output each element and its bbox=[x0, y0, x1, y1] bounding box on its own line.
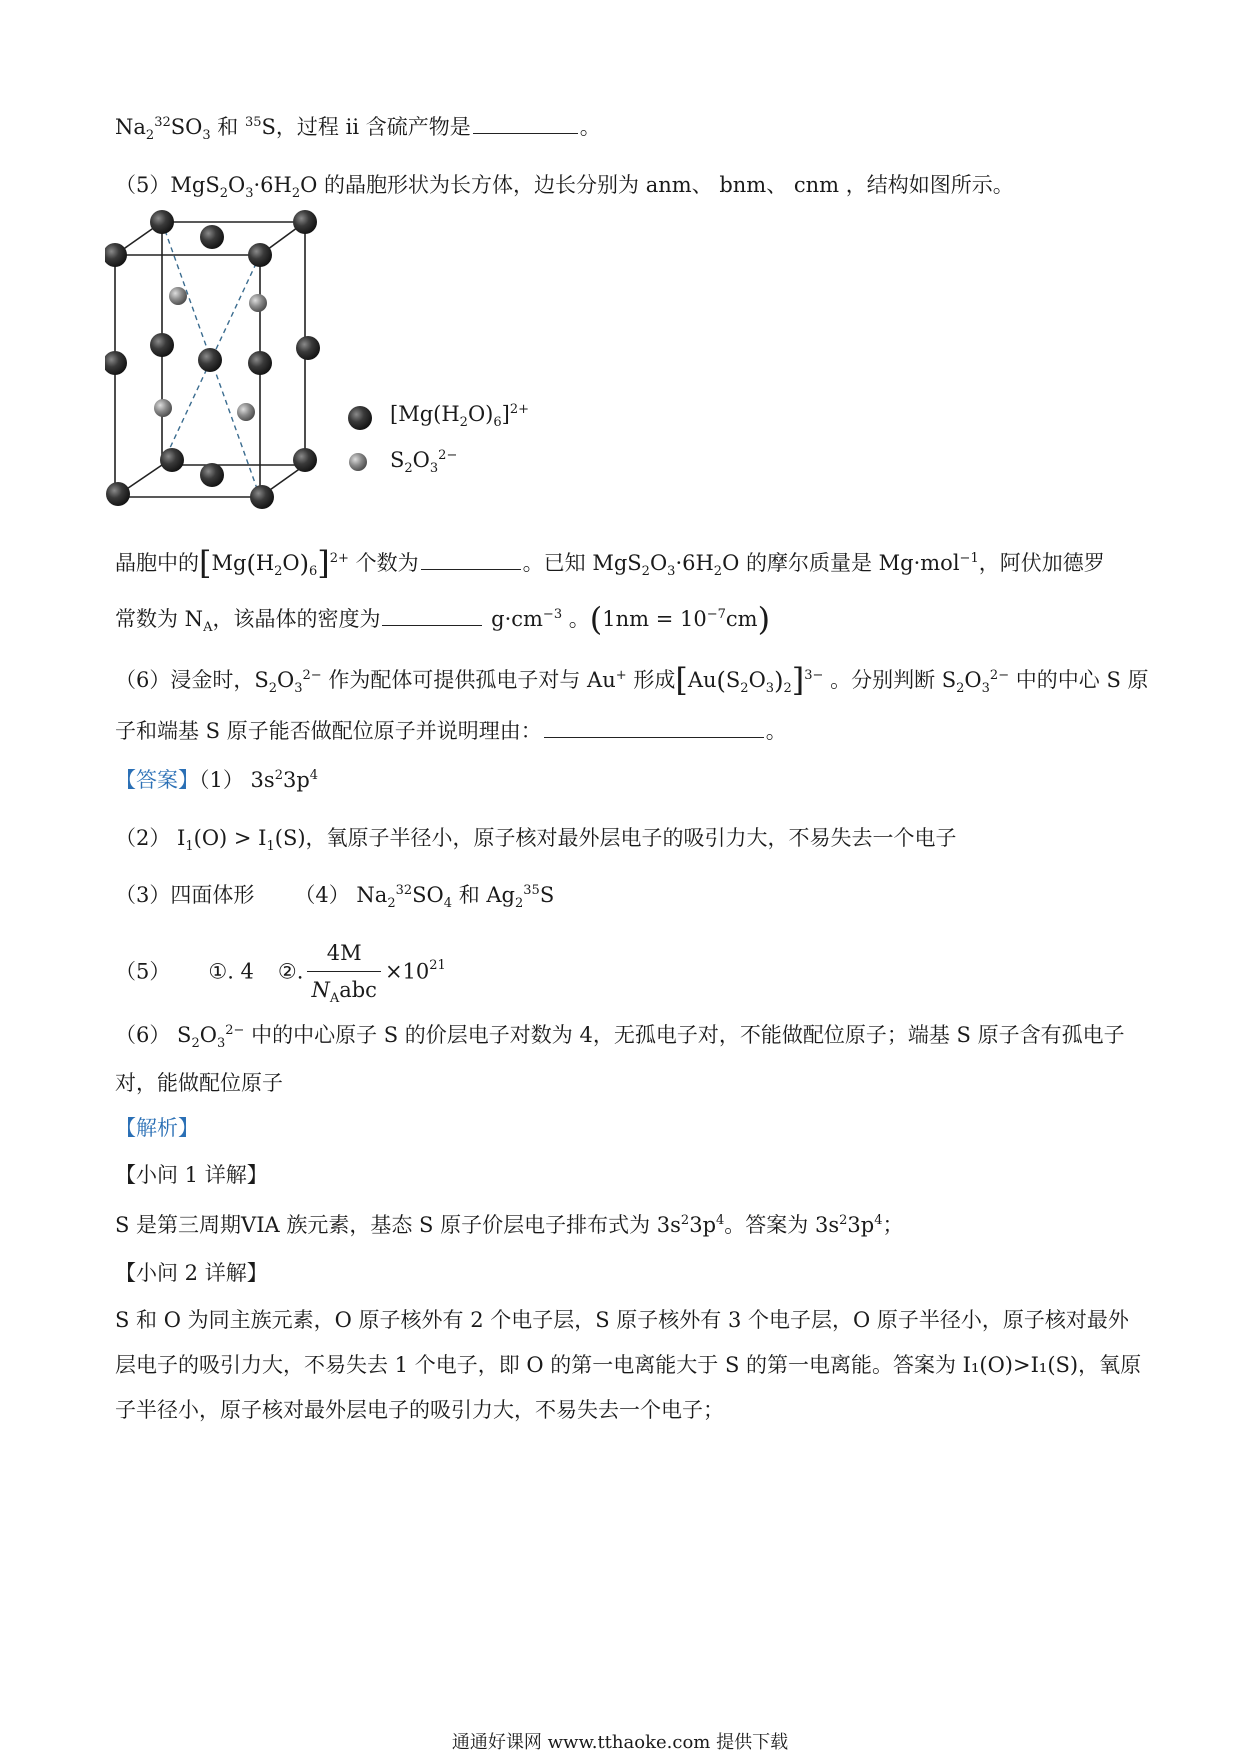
answer-6-line-1: （6） $S_2O_3^{2-}$ 中的中心原子 S 的价层电子对数为 4，无孤电子对，不能做配位原子；端基 S 原子含有孤电子 bbox=[115, 1023, 1125, 1052]
answer-2: （2） $I_1(O) > I_1(S)$，氧原子半径小，原子核对最外层电子的吸引力大，不易失去一个电子 bbox=[115, 826, 957, 855]
analysis-s2-line-2: 层电子的吸引力大，不易失去 1 个电子，即 O 的第一电离能大于 S 的第一电离能。答案为 I₁(O)>I₁(S)，氧原 bbox=[115, 1353, 1142, 1377]
answer-blank[interactable] bbox=[421, 551, 521, 570]
q5-body-line-2: 常数为 $N_A$，该晶体的密度为 $g\cdot cm^{-3}$ 。$(1nm = 10^{-7}cm)$ bbox=[115, 600, 771, 638]
q5-body-line-1: 晶胞中的$[Mg(H_2O)_6]^{2+}$ 个数为 。已知 $MgS_2O_3\cdot 6H_2O$ 的摩尔质量是 Mg·mol$^{-1}$，阿伏加德罗 bbox=[115, 544, 1105, 582]
answer-blank[interactable] bbox=[473, 115, 578, 134]
analysis-s1-text: S 是第三周期VIA 族元素，基态 S 原子价层电子排布式为 $3s^23p^4$。答案为 $3s^23p^4$； bbox=[115, 1213, 904, 1237]
legend-mg-label: $[Mg(H_2O)_6]^{2+}$ bbox=[390, 402, 530, 431]
analysis-s1-title: 【小问 1 详解】 bbox=[115, 1163, 268, 1187]
analysis-s2-line-1: S 和 O 为同主族元素，O 原子核外有 2 个电子层，S 原子核外有 3 个电子层，O 原子半径小，原子核对最外 bbox=[115, 1308, 1129, 1332]
page-footer: 通通好课网 www.tthaoke.com 提供下载 bbox=[451, 1732, 789, 1753]
density-fraction: $\frac{4M}{N_Aabc}$ bbox=[307, 935, 381, 1008]
answer-3-4: （3）四面体形 （4） $Na_2^{32}SO_4$ 和 $Ag_2^{35}S$ bbox=[115, 883, 555, 912]
analysis-tag: 【解析】 bbox=[115, 1116, 199, 1140]
answer-5: （5） ①. 4 ②. $\frac{4M}{N_Aabc}$ $\times 10^{21}$ bbox=[115, 935, 446, 1008]
answer-blank[interactable] bbox=[382, 607, 482, 626]
q6-line-1: （6）浸金时，$S_2O_3^{2-}$ 作为配体可提供孤电子对与 Au+ 形成$[Au(S_2O_3)_2]^{3-}$ 。分别判断 $S_2O_3^{2-}$ 中的中心 S 原 bbox=[115, 661, 1149, 699]
answer-1: 【答案】（1） $3s^23p^4$ bbox=[115, 768, 319, 792]
analysis-s2-title: 【小问 2 详解】 bbox=[115, 1261, 268, 1285]
q6-line-2: 子和端基 S 原子能否做配位原子并说明理由： 。 bbox=[115, 719, 787, 743]
legend-s2o3-label: $S_2O_3^{2-}$ bbox=[390, 448, 458, 477]
q5-intro: $(5)MgS_2O_3\cdot 6H_2O$ 的晶胞形状为长方体，边长分别为 anm、 bnm、 cnm ，结构如图所示。 bbox=[115, 173, 1014, 202]
answer-tag: 【答案】 bbox=[115, 768, 199, 792]
legend-mg-symbol bbox=[348, 406, 372, 430]
analysis-s2-line-3: 子半径小，原子核对最外层电子的吸引力大，不易失去一个电子； bbox=[115, 1398, 724, 1422]
crystal-cell-diagram bbox=[105, 205, 485, 535]
answer-blank[interactable] bbox=[544, 719, 764, 738]
q4-tail-line: $Na_2^{32}SO_3$ 和 $^{35}$S，过程 ii 含硫产物是 。 bbox=[115, 115, 601, 144]
answer-6-line-2: 对，能做配位原子 bbox=[115, 1071, 283, 1095]
legend-s2o3-symbol bbox=[349, 453, 367, 471]
